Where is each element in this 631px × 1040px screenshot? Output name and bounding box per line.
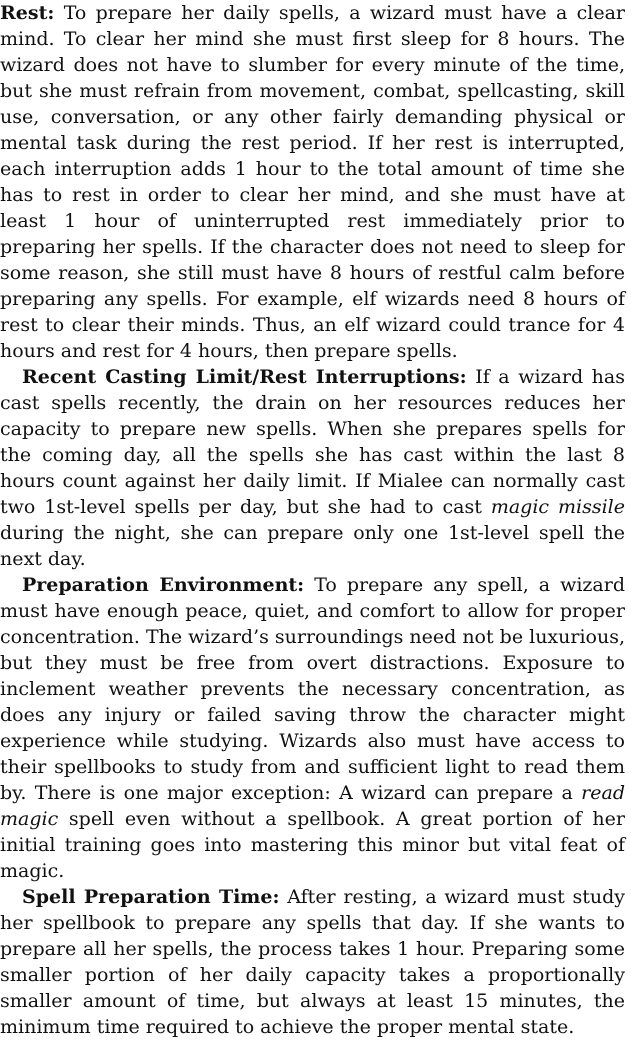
heading-rest: Rest:: [0, 2, 55, 24]
paragraph-rest: [0, 0, 625, 364]
paragraph-spell-preparation-time: [0, 884, 625, 1040]
spell-name-read-magic: read magic: [0, 782, 625, 830]
paragraph-recent-casting-limit: [0, 364, 625, 572]
heading-preparation-environment: Preparation Environment:: [22, 574, 305, 596]
heading-recent-casting-limit: Recent Casting Limit/Rest Interruptions:: [22, 366, 467, 388]
text-recent-casting-1: If a wizard has cast spells recently, the drain on her resources reduces her capacity to prepare new spells. When she prepares spells for the coming day, all the spells she has cast within the last 8 hours count against her daily limit. If Mialee can normally cast two 1st-level spells per day, but she had to cast: [0, 366, 625, 518]
text-rest: To prepare her daily spells, a wizard must have a clear mind. To clear her mind she must first sleep for 8 hours. The wizard does not have to slumber for every minute of the time, but she must refrain from movement, combat, spellcasting, skill use, conversation, or any other fairly demanding physical or mental task during the rest period. If her rest is interrupted, each interruption adds 1 hour to the total amount of time she has to rest in order to clear her mind, and she must have at least 1 hour of uninterrupted rest immediately prior to preparing her spells. If the character does not need to sleep for some reason, she still must have 8 hours of restful calm before preparing any spells. For example, elf wizards need 8 hours of rest to clear their minds. Thus, an elf wizard could trance for 4 hours and rest for 4 hours, then prepare spells.: [0, 2, 625, 362]
text-spell-preparation-time: After resting, a wizard must study her spellbook to prepare any spells that day. If she wants to prepare all her spells, the process takes 1 hour. Preparing some smaller portion of her daily capacity takes a proportionally smaller amount of time, but always at least 15 minutes, the minimum time required to achieve the proper mental state.: [0, 886, 625, 1038]
text-preparation-environment-2: spell even without a spellbook. A great portion of her initial training goes into mastering this minor but vital feat of magic.: [0, 808, 625, 882]
spell-name-magic-missile: magic missile: [490, 496, 625, 518]
paragraph-preparation-environment: [0, 572, 625, 884]
text-preparation-environment-1: To prepare any spell, a wizard must have enough peace, quiet, and comfort to allow for proper concentration. The wizard’s surroundings need not be luxurious, but they must be free from overt distractions. Exposure to inclement weather prevents the necessary concentration, as does any injury or failed saving throw the character might experience while studying. Wizards also must have access to their spellbooks to study from and sufficient light to read them by. There is one major exception: A wizard can prepare a: [0, 574, 626, 804]
heading-spell-preparation-time: Spell Preparation Time:: [22, 886, 280, 908]
text-recent-casting-2: during the night, she can prepare only one 1st-level spell the next day.: [0, 522, 625, 570]
